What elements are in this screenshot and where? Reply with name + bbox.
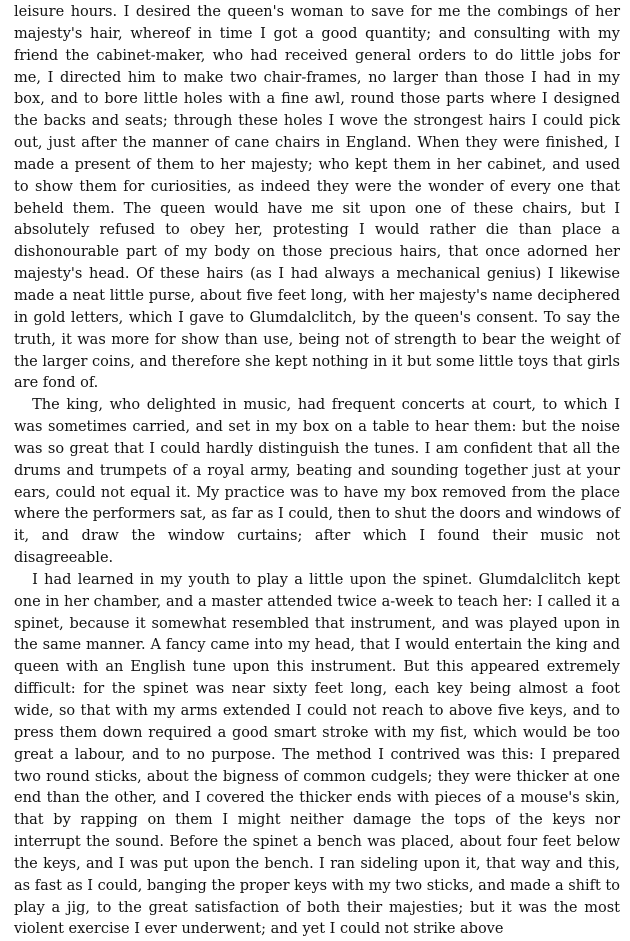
paragraph-2: The king, who delighted in music, had frequent concerts at court, to which I was sometimes carried, and set in my box on a table to hear them: but the noise was so great that I could hardly distinguish the tunes. I am confident that all the drums and trumpets of a royal army, beating and sounding together just at your ears, could not equal it. My practice was to have my box removed from the place where the performers sat, as far as I could, then to shut the doors and windows of it, and draw the window curtains; after which I found their music not disagreeable. (14, 397, 621, 567)
paragraph-3: I had learned in my youth to play a little upon the spinet. Glumdalclitch kept one in her chamber, and a master attended twice a-week to teach her: I called it a spinet, because it somewhat resembled that instrument, and was played upon in the same manner. A fancy came into my head, that I would entertain the king and queen with an English tune upon this instrument. But this appeared extremely difficult: for the spinet was near sixty feet long, each key being almost a foot wide, so that with my arms extended I could not reach to above five keys, and to press them down required a good smart stroke with my fist, which would be too great a labour, and to no purpose. The method I contrived was this: I prepared two round sticks, about the bigness of common cudgels; they were thicker at one end than the other, and I covered the thicker ends with pieces of a mouse's skin, that by rapping on them I might neither damage the tops of the keys nor interrupt the sound. Before the spinet a bench was placed, about four feet below the keys, and I was put upon the bench. I ran sideling upon it, that way and this, as fast as I could, banging the proper keys with my two sticks, and made a shift to play a jig, to the great satisfaction of both their majesties; but it was the most violent exercise I ever underwent; and yet I could not strike above (14, 571, 620, 938)
paragraph-1: leisure hours. I desired the queen's woman to save for me the combings of her majesty's hair, whereof in time I got a good quantity; and consulting with my friend the cabinet-maker, who had received general orders to do little jobs for me, I directed him to make two chair-frames, no larger than those I had in my box, and to bore little holes with a fine awl, round those parts where I designed the backs and seats; through these holes I wove the strongest hairs I could pick out, just after the manner of cane chairs in England. When they were finished, I made a present of them to her majesty; who kept them in her cabinet, and used to show them for curiosities, as indeed they were the wonder of every one that beheld them. The queen would have me sit upon one of these chairs, but I absolutely refused to obey her, protesting I would rather die than place a dishonourable part of my body on those precious hairs, that once adorned her majesty's head. Of these hairs (as I had always a mechanical genius) I likewise made a neat little purse, about five feet long, with her majesty's name deciphered in gold letters, which I gave to Glumdalclitch, by the queen's consent. To say the truth, it was more for show than use, being not of strength to bear the weight of the larger coins, and therefore she kept nothing in it but some little toys that girls are fond of. (14, 4, 620, 392)
document-page (14, 2, 620, 941)
